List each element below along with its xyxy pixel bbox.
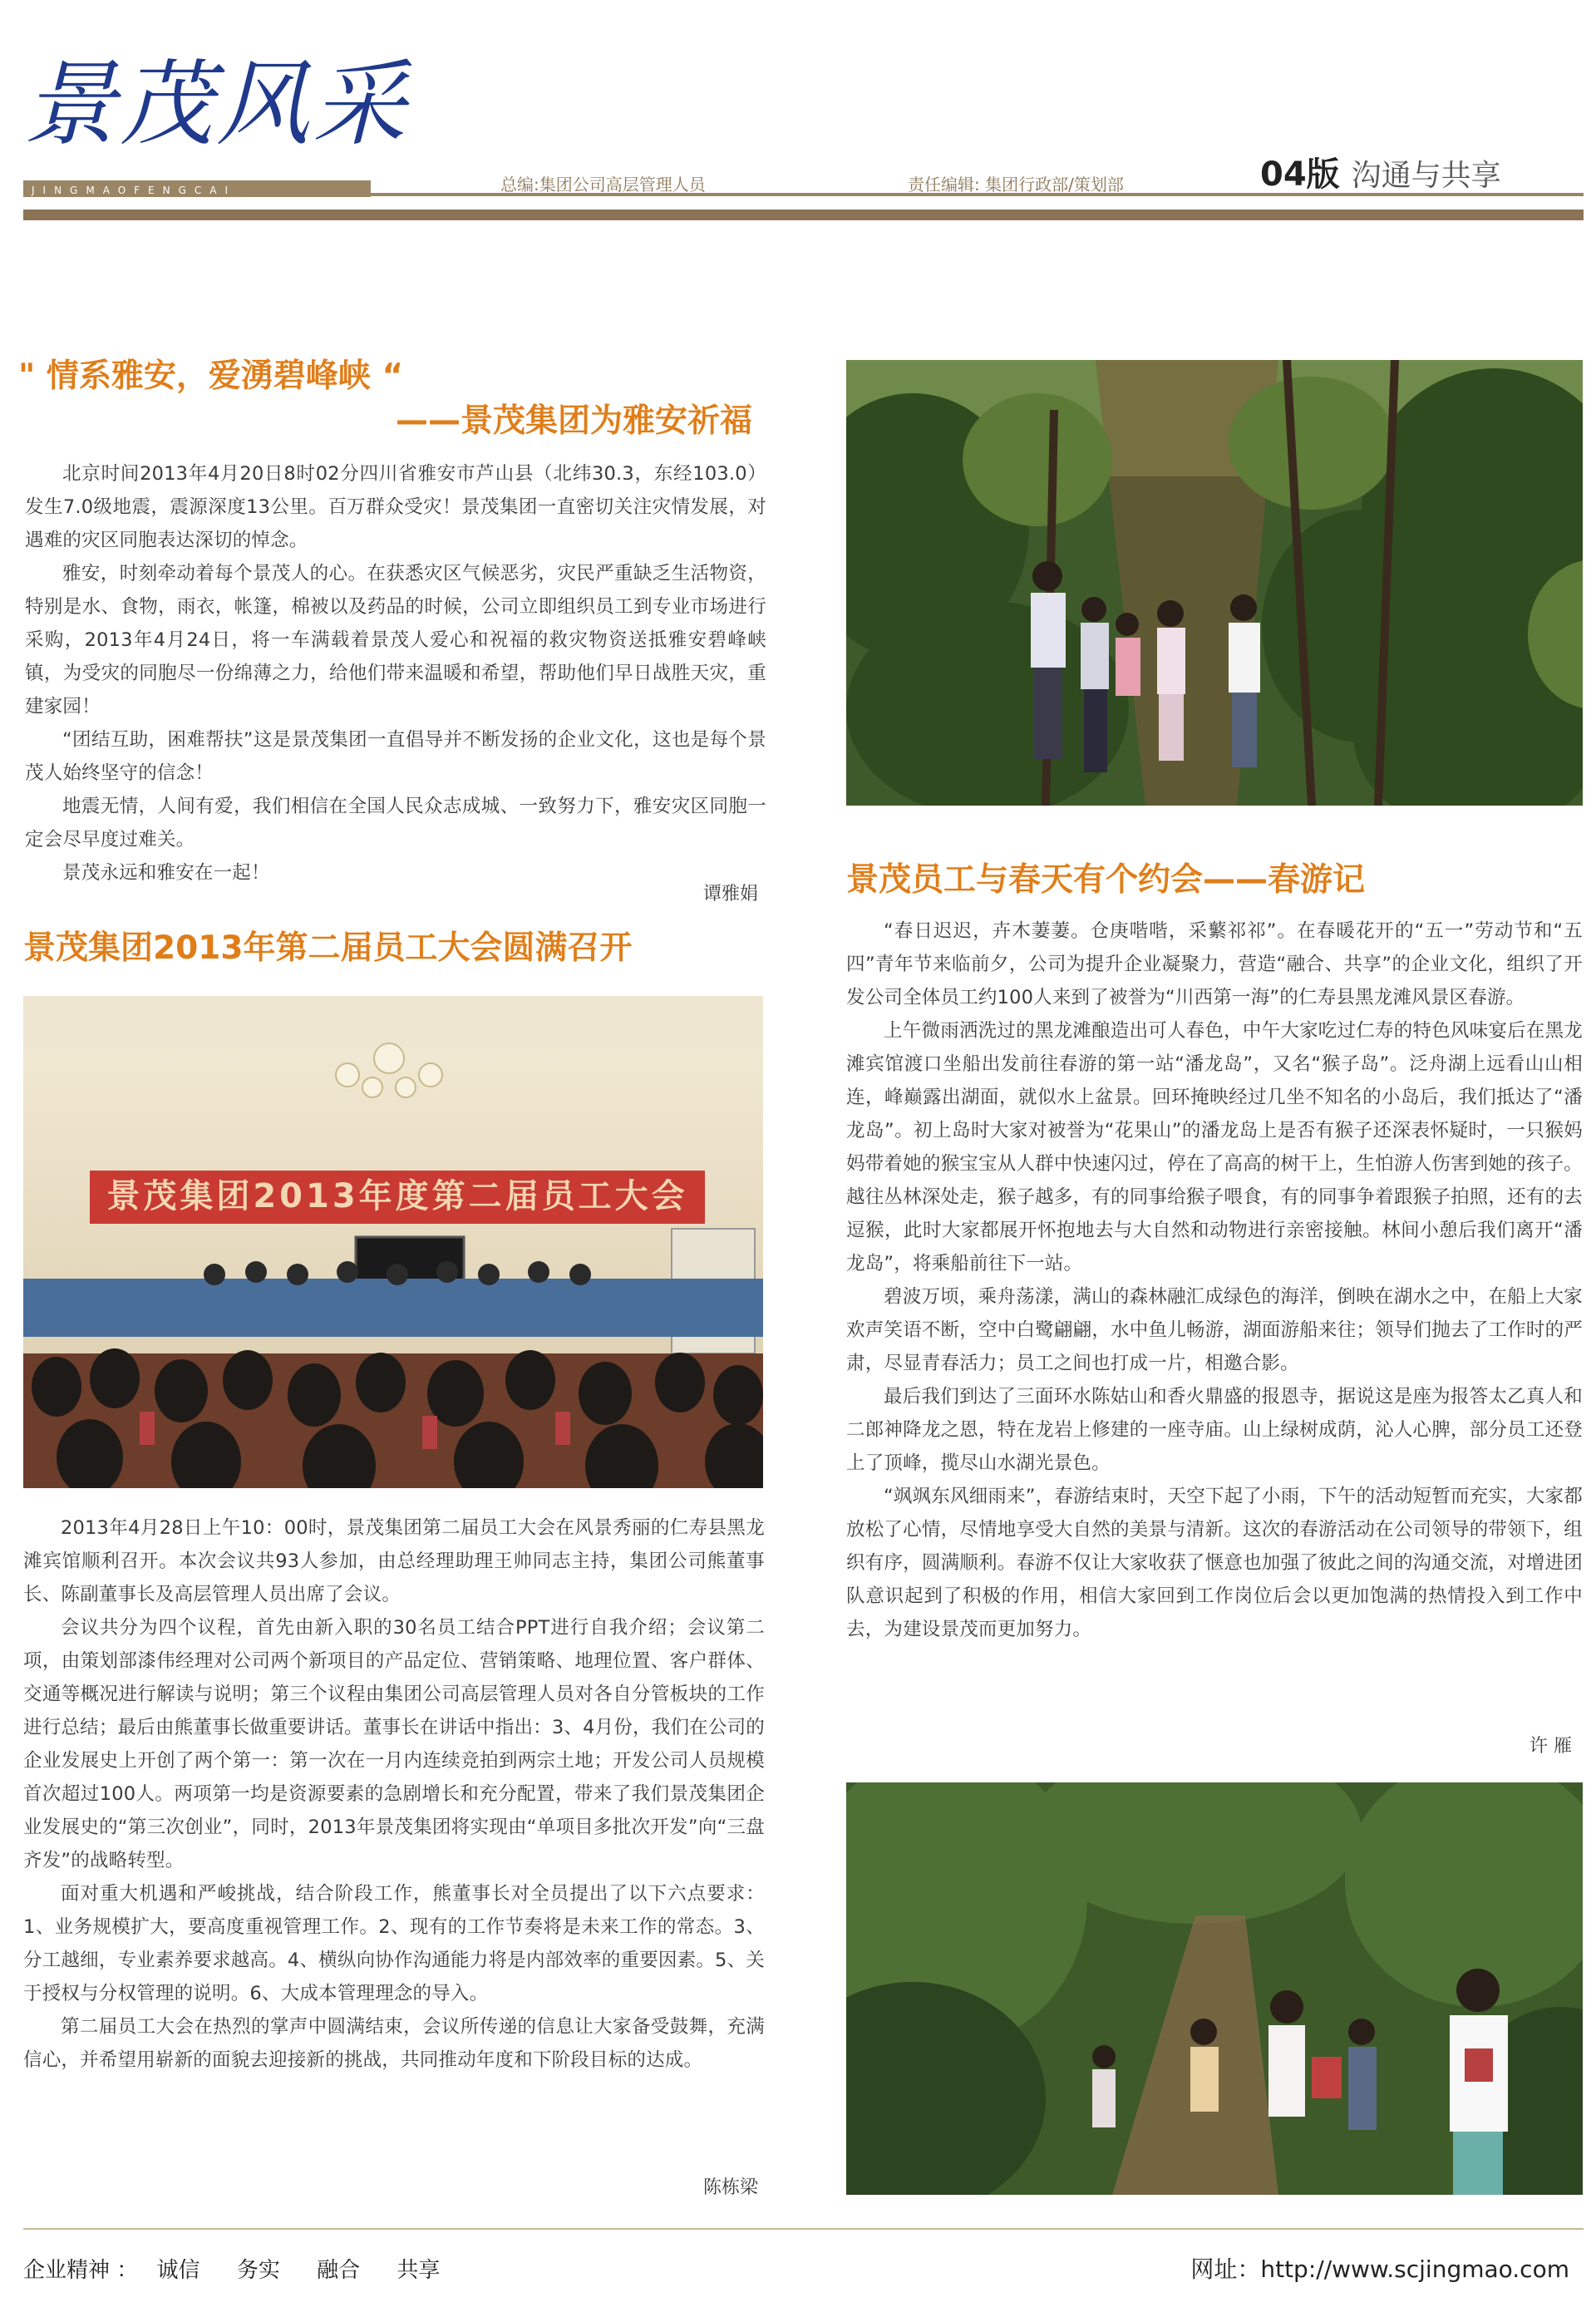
article2-paragraph: 面对重大机遇和严峻挑战，结合阶段工作，熊董事长对全员提出了以下六点要求：1、业务规模扩大，要高度重视管理工作。2、现有的工作节奏将是未来工作的常态。3、分工越细，专业素养要求越高。4、横纵向协作沟通能力将是内部效率的重要因素。5、关于授权与分权管理的说明。6、大成本管理理念的导入。	[23, 1883, 765, 2004]
article3-paragraph: 最后我们到达了三面环水陈姑山和香火鼎盛的报恩寺，据说这是座为报答太乙真人和二郎神降龙之恩，特在龙岩上修建的一座寺庙。山上绿树成荫，沁人心脾，部分员工还登上了顶峰，揽尽山水湖光景色。	[846, 1386, 1583, 1474]
meeting-banner-text: 景茂集团2013年度第二届员工大会	[106, 1177, 688, 1215]
issue-number: 04版	[1260, 155, 1340, 194]
corporate-value: 共享	[397, 2258, 441, 2283]
article3-author: 许 雁	[1530, 1736, 1572, 1757]
article1-paragraph: 景茂永远和雅安在一起！	[62, 862, 270, 884]
article1-paragraph: “团结互助，困难帮扶”这是景茂集团一直倡导并不断发扬的企业文化，这也是每个景茂人始终坚守的信念！	[25, 729, 766, 784]
article2-paragraph: 第二届员工大会在热烈的掌声中圆满结束，会议所传递的信息让大家备受鼓舞，充满信心，并希望用崭新的面貌去迎接新的挑战，共同推动年度和下阶段目标的达成。	[23, 2016, 765, 2071]
article1-paragraph: 地震无情，人间有爱，我们相信在全国人民众志成城、一致努力下，雅安灾区同胞一定会尽早度过难关。	[25, 796, 766, 850]
article2-author: 陈栋梁	[703, 2177, 759, 2198]
article3-body	[846, 914, 1583, 1646]
article3-paragraph: “春日迟迟，卉木萋萋。仓庚喈喈，采蘩祁祁”。在春暖花开的“五一”劳动节和“五四”青年节来临前夕，公司为提升企业凝聚力，营造“融合、共享”的企业文化，组织了开发公司全体员工约100人来到了被誉为“川西第一海”的仁寿县黑龙滩风景区春游。	[846, 920, 1583, 1008]
article1-paragraph: 北京时间2013年4月20日8时02分四川省雅安市芦山县（北纬30.3，东经103.0）发生7.0级地震，震源深度13公里。百万群众受灾！景茂集团一直密切关注灾情发展，对遇难的灾区同胞表达深切的悼念。	[25, 463, 766, 551]
corporate-value: 务实	[236, 2258, 280, 2283]
article1-author: 谭雅娟	[703, 884, 759, 905]
article1-title-line1: " 情系雅安，爱湧碧峰峡 “	[18, 357, 404, 395]
meeting-photo	[23, 996, 763, 1488]
hiking-photo-top	[846, 360, 1583, 806]
footer-divider	[23, 2228, 1584, 2230]
article1-paragraph: 雅安，时刻牵动着每个景茂人的心。在获悉灾区气候恶劣，灾民严重缺乏生活物资，特别是水、食物，雨衣，帐篷，棉被以及药品的时候，公司立即组织员工到专业市场进行采购，2013年4月24日，将一车满载着景茂人爱心和祝福的救灾物资送抵雅安碧峰峡镇，为受灾的同胞尽一份绵薄之力，给他们带来温暖和希望，帮助他们早日战胜天灾，重建家园！	[25, 563, 766, 717]
article2-paragraph: 2013年4月28日上午10：00时，景茂集团第二届员工大会在风景秀丽的仁寿县黑龙滩宾馆顺利召开。本次会议共93人参加，由总经理助理王帅同志主持，集团公司熊董事长、陈副董事长及高层管理人员出席了会议。	[23, 1517, 765, 1605]
article1-body	[25, 457, 766, 890]
hiking-photo-bottom	[846, 1782, 1583, 2195]
article3-paragraph: 碧波万顷，乘舟荡漾，满山的森林融汇成绿色的海洋，倒映在湖水之中，在船上大家欢声笑语不断，空中白鹭翩翩，水中鱼儿畅游，湖面游船来往；领导们抛去了工作时的严肃，尽显青春活力；员工之间也打成一片，相邀合影。	[846, 1286, 1583, 1374]
newspaper-logo-subtitle: JINGMAOFENGCAI	[32, 185, 237, 196]
issue-header	[1260, 148, 1501, 195]
article3-paragraph: 上午微雨洒洗过的黑龙滩酿造出可人春色，中午大家吃过仁寿的特色风味宴后在黑龙滩宾馆渡口坐船出发前往春游的第一站“潘龙岛”，又名“猴子岛”。泛舟湖上远看山山相连，峰巅露出湖面，就似水上盆景。回环掩映经过几坐不知名的小岛后，我们抵达了“潘龙岛”。初上岛时大家对被誉为“花果山”的潘龙岛上是否有猴子还深表怀疑时，一只猴妈妈带着她的猴宝宝从人群中快速闪过，停在了高高的树干上，生怕游人伤害到她的孩子。越往丛林深处走，猴子越多，有的同事给猴子喂食，有的同事争着跟猴子拍照，还有的去逗猴，此时大家都展开怀抱地去与大自然和动物进行亲密接触。林间小憩后我们离开“潘龙岛”，将乘船前往下一站。	[846, 1020, 1583, 1274]
corporate-value: 融合	[317, 2258, 361, 2283]
article1-title-line2: ——景茂集团为雅安祈福	[396, 402, 753, 440]
top-divider	[23, 210, 1584, 220]
article2-title: 景茂集团2013年第二届员工大会圆满召开	[23, 929, 633, 967]
corporate-spirit	[23, 2253, 470, 2284]
newspaper-logo: 景茂风采	[23, 51, 409, 159]
corporate-spirit-label: 企业精神 ：	[23, 2258, 139, 2283]
article2-body	[23, 1511, 765, 2077]
responsible-editor: 责任编辑: 集团行政部/策划部	[908, 175, 1124, 195]
website-link[interactable]: 网址：http://www.scjingmao.com	[1190, 2255, 1569, 2283]
section-name: 沟通与共享	[1351, 159, 1501, 193]
article3-title: 景茂员工与春天有个约会——春游记	[846, 861, 1366, 899]
article3-paragraph: “飒飒东风细雨来”，春游结束时，天空下起了小雨，下午的活动短暂而充实，大家都放松了心情，尽情地享受大自然的美景与清新。这次的春游活动在公司领导的带领下，组织有序，圆满顺利。春游不仅让大家收获了惬意也加强了彼此之间的沟通交流，对增进团队意识起到了积极的作用，相信大家回到工作岗位后会以更加饱满的热情投入到工作中去，为建设景茂而更加努力。	[846, 1486, 1583, 1640]
article2-paragraph: 会议共分为四个议程，首先由新入职的30名员工结合PPT进行自我介绍；会议第二项，由策划部漆伟经理对公司两个新项目的产品定位、营销策略、地理位置、客户群体、交通等概况进行解读与说明；第三个议程由集团公司高层管理人员对各自分管板块的工作进行总结；最后由熊董事长做重要讲话。董事长在讲话中指出：3、4月份，我们在公司的企业发展史上开创了两个第一：第一次在一月内连续竞拍到两宗土地；开发公司人员规模首次超过100人。两项第一均是资源要素的急剧增长和充分配置，带来了我们景茂集团企业发展史的“第三次创业”，同时，2013年景茂集团将实现由“单项目多批次开发”向“三盘齐发”的战略转型。	[23, 1617, 765, 1871]
chief-editor: 总编:集团公司高层管理人员	[500, 175, 706, 195]
corporate-value: 诚信	[156, 2258, 200, 2283]
